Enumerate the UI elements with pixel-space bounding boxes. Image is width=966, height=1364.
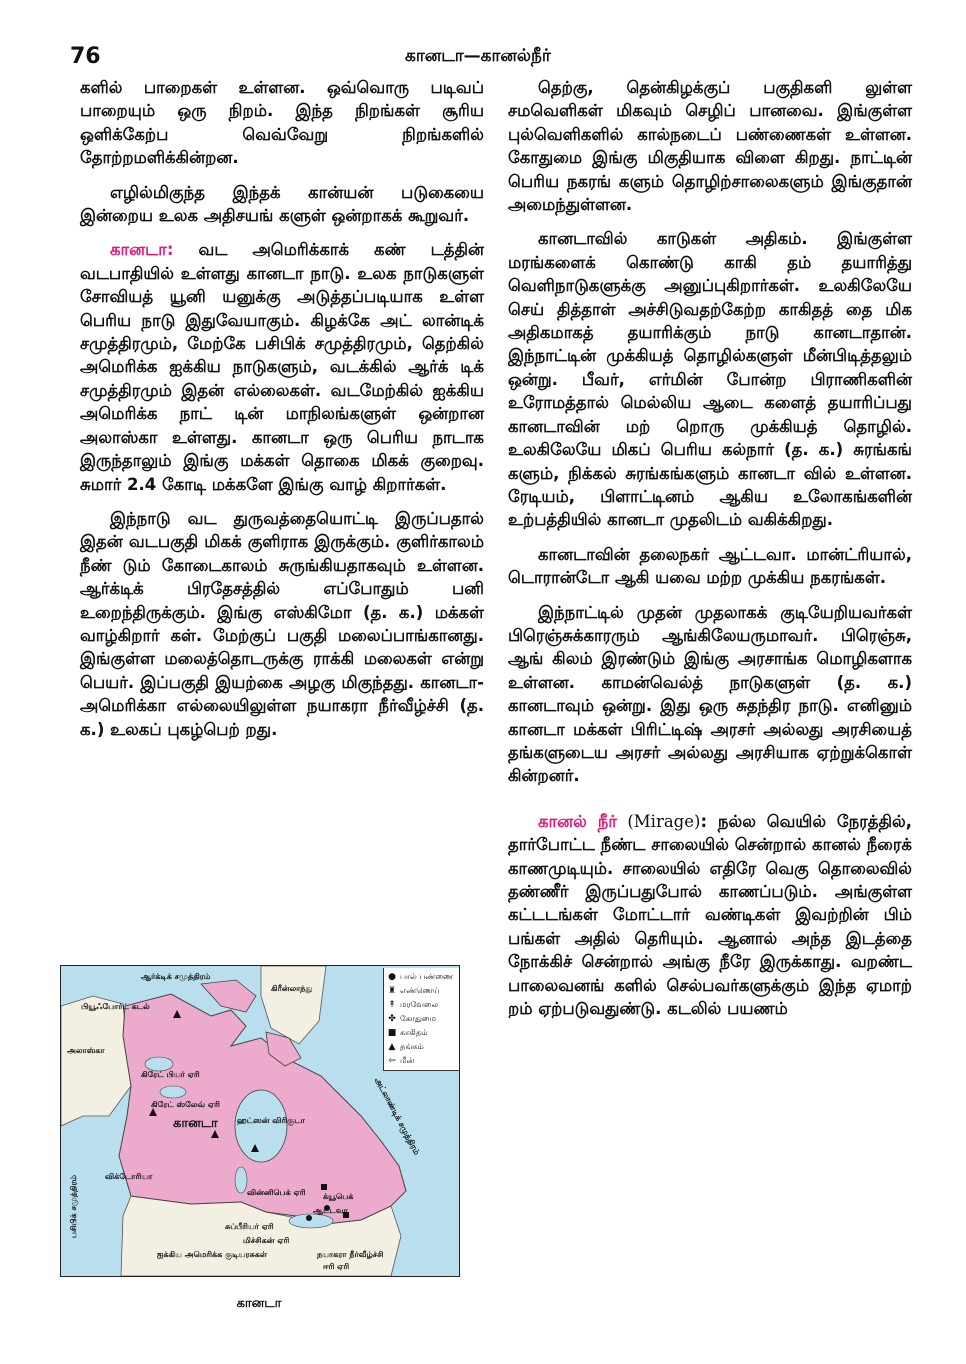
left-column [80, 76, 484, 752]
entry-canada [80, 238, 484, 495]
paragraph: இந்நாடு வட துருவத்தையொட்டி இருப்பதால் இதன் வடபகுதி மிகக் குளிராக இருக்கும். குளிர்காலம் நீண் டும் கோடைகாலம் சுருங்கியதாகவும் உள்ளன. ஆர்க்டிக் பிரதேசத்தில் எப்போதும் பனி உறைந்திருக்கும். இங்கு எஸ்கிமோ (த. க.) மக்கள் வாழ்கிறார் கள். மேற்குப் பகுதி மலைப்பாங்கானது. இங்குள்ள மலைத்தொடருக்கு ராக்கி மலைகள் என்று பெயர். இப்பகுதி இயற்கை அழகு மிகுந்தது. கானடா-அமெரிக்கா எல்லையிலுள்ள நயாகரா நீர்வீழ்ச்சி (த. க.) உலகப் புகழ்பெற் றது. [80, 508, 484, 739]
canada-map [60, 965, 460, 1277]
fish-arrow-icon: ⇦ [388, 1056, 396, 1066]
arctic-ocean-label: ஆர்க்டிக் சமுத்திரம் [141, 972, 211, 981]
legend-item [387, 984, 460, 998]
paragraph: கானடாவின் தலைநகர் ஆட்டவா. மான்ட்ரியால், டொரான்டோ ஆகி யவை மற்ற முக்கிய நகரங்கள். [508, 544, 912, 588]
right-column [508, 76, 912, 1031]
legend-item [387, 998, 460, 1012]
great-slave-lake-label: கிரேட் ஸ்லேவ் ஏரி [151, 1100, 220, 1109]
michigan-lake-label: மிச்சிகன் ஏரி [243, 1236, 290, 1245]
entry-latin-term: (Mirage) [616, 811, 701, 831]
legend-label: மரவேலை [400, 1000, 439, 1009]
legend-item [387, 1040, 460, 1054]
paper-marker [321, 1184, 327, 1190]
lumber-icon: ↟ [388, 1000, 396, 1010]
wheat-icon: ✤ [388, 1014, 396, 1024]
entry-body: வட அமெரிக்காக் கண் டத்தின் வடபாதியில் உள்ளது கானடா நாடு. உலக நாடுகளுள் சோவியத் யூனி யனுக்கு அடுத்தப்படியாக உள்ள பெரிய நாடு இதுவேயாகும். கிழக்கே அட் லான்டிக் சமுத்திரமும், மேற்கே பசிபிக் சமுத்திரமும், தெற்கில் அமெரிக்க ஐக்கிய நாடுகளும், வடக்கில் ஆர்க் டிக் சமுத்திரமும் இதன் எல்லைகள். வடமேற்கில் ஐக்கிய அமெரிக்க நாட் டின் மாநிலங்களுள் ஒன்றான அலாஸ்கா உள்ளது. கானடா ஒரு பெரிய நாடாக இருந்தாலும் இங்கு மக்கள் தொகை மிகக் குறைவு. சுமார் 2.4 கோடி மக்களே இங்கு வாழ் கிறார்கள். [80, 240, 484, 494]
legend-item [387, 970, 460, 984]
niagara-label: நயாகரா நீர்வீழ்ச்சி [317, 1250, 384, 1259]
triangle-icon: ▲ [388, 1042, 396, 1052]
victoria-label: விக்டோரியா [105, 1172, 153, 1181]
page-number: 76 [70, 44, 101, 69]
arctic-islands [201, 980, 256, 1012]
paragraph: இந்நாட்டில் முதன் முதலாகக் குடியேறியவர்கள் பிரெஞ்சுக்காரரும் ஆங்கிலேயருமாவர். பிரெஞ்சு, ஆங் கிலம் இரண்டும் இங்கு அரசாங்க மொழிகளாக உள்ளன. காமன்வெல்த் நாடுகளுள் (த. க.) கானடாவும் ஒன்று. இது ஒரு சுதந்திர நாடு. எனினும் கானடா மக்கள் பிரிட்டிஷ் அரசர் அல்லது அரசியைத் தங்களுடைய அரசர் அல்லது அரசியாக ஏற்றுக்கொள் கின்றனர். [508, 602, 912, 786]
superior-lake-label: சுப்பீரியர் ஏரி [225, 1222, 274, 1231]
legend-label: மீன் [400, 1056, 415, 1065]
entry-heading: கானல் நீர் [538, 811, 617, 831]
dairy-marker [306, 1215, 312, 1221]
legend-label: காகிதம் [400, 1028, 428, 1037]
alaska-landmass [61, 996, 131, 1126]
great-bear-lake [145, 1057, 173, 1071]
greenland-label: கிரீன்லாந்து [271, 984, 313, 993]
map-legend [383, 968, 460, 1071]
entry-heading: கானடா: [110, 240, 174, 260]
greenland-landmass [261, 966, 326, 1044]
legend-label: தங்கம் [400, 1042, 424, 1051]
dot-icon: ● [388, 972, 396, 982]
map-caption: கானடா [236, 1296, 282, 1311]
legend-item [387, 1026, 460, 1040]
alaska-label: அலாஸ்கா [67, 1046, 105, 1055]
canada-label: கானடா [173, 1116, 218, 1131]
hudson-bay [235, 1090, 287, 1162]
beaufort-sea-label: பியூஃபோர்ட் கடல் [81, 1002, 150, 1011]
winnipeg-lake [235, 1167, 247, 1193]
winnipeg-lake-label: வின்னிபெக் ஏரி [247, 1188, 306, 1197]
erie-lake-label: ஈரி ஏரி [323, 1262, 350, 1271]
hudson-bay-label: ஹட்ஸன் விரிகுடா [237, 1116, 305, 1125]
paragraph: கானடாவில் காடுகள் அதிகம். இங்குள்ள மரங்களைக் கொண்டு காகி தம் தயாரித்து வெளிநாடுகளுக்கு அனுப்புகிறார்கள். உலகிலேயே செய் தித்தாள் அச்சிடுவதற்கேற்ற காகிதத் தை மிக அதிகமாகத் தயாரிக்கும் நாடு கானடாதான். இந்நாட்டின் முக்கியத் தொழில்களுள் மீன்பிடித்தலும் ஒன்று. பீவர், எர்மின் போன்ற பிராணிகளின் உரோமத்தால் மெல்லிய ஆடை களைத் தயாரிப்பது கானடாவின் மற் றொரு முக்கியத் தொழில். உலகிலேயே மிகப் பெரிய கல்நார் (த. க.) சுரங்கங் களும், நிக்கல் சுரங்கங்களும் கானடா வில் உள்ளன. ரேடியம், பிளாட்டினம் ஆகிய உலோகங்களின் உற்பத்தியில் கானடா முதலிடம் வகிக்கிறது. [508, 229, 912, 530]
great-bear-lake-label: கிரேட் பியர் ஏரி [141, 1070, 200, 1079]
oil-derrick-icon: ♜ [387, 986, 397, 996]
legend-label: கோதுமை [400, 1014, 436, 1023]
ottawa-label: ஆட்டவா [313, 1206, 348, 1215]
legend-item [387, 1012, 460, 1026]
legend-item [387, 1054, 460, 1068]
entry-mirage [508, 810, 912, 1021]
paragraph: களில் பாறைகள் உள்ளன. ஒவ்வொரு படிவப் பாறையும் ஒரு நிறம். இந்த நிறங்கள் சூரிய ஒளிக்கேற்ப வெவ்வேறு நிறங்களில் தோற்றமளிக்கின்றன. [80, 78, 484, 168]
square-icon: ■ [387, 1028, 397, 1038]
entry-body: : நல்ல வெயில் நேரத்தில், தார்போட்ட நீண்ட சாலையில் சென்றால் கானல் நீரைக் காணமுடியும். சாலையில் எதிரே வெகு தொலைவில் தண்ணீர் இருப்பதுபோல் காணப்படும். அங்குள்ள கட்டடங்கள் மோட்டார் வண்டிகள் இவற்றின் பிம் பங்கள் அதில் தெரியும். ஆனால் அந்த இடத்தை நோக்கிச் சென்றால் அங்கு நீரே இருக்காது. வறண்ட பாலைவனங் களில் செல்பவர்களுக்கும் இந்த ஏமாற் றம் ஏற்படுவதுண்டு. கடலில் பயணம் [508, 811, 912, 1019]
legend-label: எண்ணெய் [400, 986, 440, 995]
paragraph: எழில்மிகுந்த இந்தக் கான்யன் படுகையை இன்றைய உலக அதிசயங் களுள் ஒன்றாகக் கூறுவர். [80, 182, 484, 226]
atlantic-ocean-label: அட்லாண்டிக் சமுத்திரம் [373, 1076, 422, 1157]
quebec-label: க்யூபெக் [323, 1192, 354, 1201]
paragraph: தெற்கு, தென்கிழக்குப் பகுதிகளி லுள்ள சமவெளிகள் மிகவும் செழிப் பானவை. இங்குள்ள புல்வெளிகளில் கால்நடைப் பண்ணைகள் உள்ளன. கோதுமை இங்கு மிகுதியாக விளை கிறது. நாட்டின் பெரிய நகரங் களும் தொழிற்சாலைகளும் இங்குதான் அமைந்துள்ளன. [508, 78, 912, 215]
running-head: கானடா—கானல்நீர் [405, 46, 551, 66]
great-slave-lake [160, 1086, 186, 1098]
usa-label: ஐக்கிய அமெரிக்க குடியரசுகள் [157, 1250, 268, 1259]
pacific-ocean-label: பசிபிக் சமுத்திரம் [69, 1174, 78, 1238]
legend-label: பால் பண்ணை [400, 972, 454, 981]
